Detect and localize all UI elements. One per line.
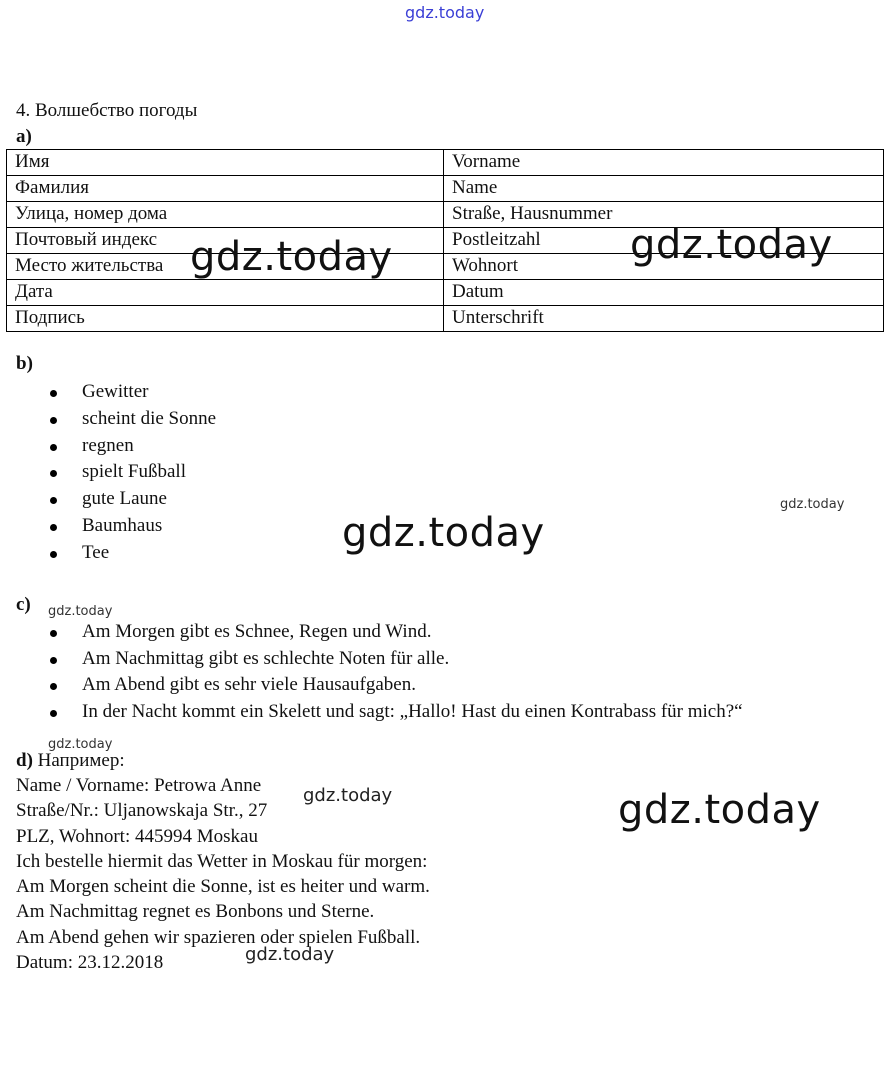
watermark-big: gdz.today [190, 234, 393, 280]
section-c-label: c) [16, 594, 31, 615]
table-cell-de: Name [444, 176, 884, 202]
section-b-list [16, 380, 216, 568]
table-cell-de: Datum [444, 280, 884, 306]
list-item: Baumhaus [16, 514, 216, 541]
exercise-title: 4. Волшебство погоды [16, 100, 198, 121]
text-line: Am Nachmittag regnet es Bonbons und Sterne. [16, 901, 375, 923]
section-d-label: d) [16, 750, 33, 771]
list-item: Am Morgen gibt es Schnee, Regen und Wind. [16, 620, 743, 647]
table-cell-ru: Место жительства [7, 254, 444, 280]
watermark-small: gdz.today [48, 604, 113, 619]
watermark-big: gdz.today [618, 787, 821, 833]
text-line: PLZ, Wohnort: 445994 Moskau [16, 825, 258, 847]
section-d-heading [16, 750, 125, 772]
table-cell-ru: Фамилия [7, 176, 444, 202]
text-line: Ich bestelle hiermit das Wetter in Moskau für morgen: [16, 850, 428, 872]
watermark-mid: gdz.today [303, 785, 393, 806]
watermark-small: gdz.today [780, 497, 845, 512]
table-row [7, 176, 884, 202]
list-item: Am Abend gibt es sehr viele Hausaufgaben. [16, 673, 743, 700]
list-item: Am Nachmittag gibt es schlechte Noten für alle. [16, 647, 743, 674]
text-line: Am Abend gehen wir spazieren oder spielen Fußball. [16, 926, 421, 948]
watermark-big: gdz.today [630, 222, 833, 268]
table-row [7, 150, 884, 176]
list-item: In der Nacht kommt ein Skelett und sagt: „Hallo! Hast du einen Kontrabass für mich?“ [16, 700, 743, 727]
list-item: Gewitter [16, 380, 216, 407]
table-row [7, 306, 884, 332]
table-cell-ru: Почтовый индекс [7, 228, 444, 254]
table-cell-de: Wohnort [444, 254, 884, 280]
table-cell-ru: Улица, номер дома [7, 202, 444, 228]
list-item: regnen [16, 434, 216, 461]
table-cell-de: Unterschrift [444, 306, 884, 332]
watermark-mid: gdz.today [245, 944, 335, 965]
list-item: gute Laune [16, 487, 216, 514]
table-cell-de: Vorname [444, 150, 884, 176]
table-cell-ru: Имя [7, 150, 444, 176]
table-row [7, 280, 884, 306]
list-item: Tee [16, 541, 216, 568]
table-cell-de: Straße, Hausnummer [444, 202, 884, 228]
list-item: spielt Fußball [16, 460, 216, 487]
table-cell-ru: Подпись [7, 306, 444, 332]
text-line: Name / Vorname: Petrowa Anne [16, 775, 262, 796]
section-d-intro: Например: [37, 750, 125, 771]
table-cell-ru: Дата [7, 280, 444, 306]
watermark-big: gdz.today [342, 510, 545, 556]
section-b-label: b) [16, 353, 33, 374]
list-item: scheint die Sonne [16, 407, 216, 434]
section-c-list [16, 620, 743, 726]
section-a-label: a) [16, 126, 32, 147]
text-line: Straße/Nr.: Uljanowskaja Str., 27 [16, 800, 268, 822]
watermark-small: gdz.today [48, 737, 113, 752]
text-line: Datum: 23.12.2018 [16, 952, 164, 974]
table-cell-de: Postleitzahl [444, 228, 884, 254]
watermark-top: gdz.today [405, 3, 485, 22]
text-line: Am Morgen scheint die Sonne, ist es heiter und warm. [16, 876, 430, 898]
